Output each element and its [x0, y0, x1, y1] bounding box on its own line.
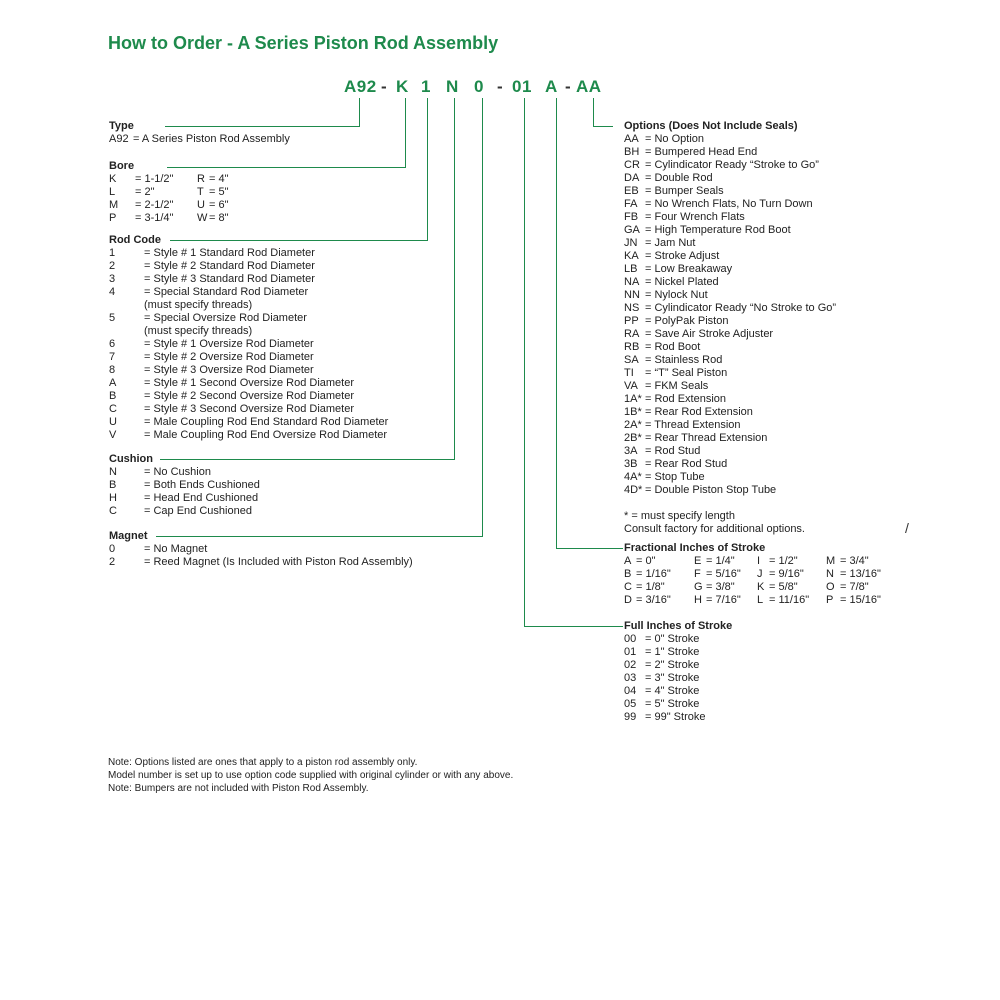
rod-desc: = Style # 1 Second Oversize Rod Diameter	[144, 377, 355, 389]
rod-code-row	[109, 247, 388, 260]
rod-code-row	[109, 338, 388, 351]
rod-code: 4	[109, 286, 116, 298]
option-code: FA	[624, 198, 638, 210]
bore-row	[109, 199, 229, 212]
stray-mark: /	[905, 520, 909, 536]
bore-row	[109, 173, 229, 186]
options-section	[624, 120, 836, 536]
option-code: VA	[624, 380, 638, 392]
frac-value: = 0"	[636, 555, 656, 567]
frac-value: = 11/16"	[769, 594, 810, 606]
bore-row	[109, 186, 229, 199]
bore-code: R	[197, 173, 205, 185]
full-code: 05	[624, 698, 637, 710]
frac-value: = 3/4"	[840, 555, 869, 567]
frac-code: L	[757, 594, 764, 606]
option-row	[624, 484, 836, 497]
option-row	[624, 276, 836, 289]
option-desc: = PolyPak Piston	[645, 315, 729, 327]
rod-code	[109, 299, 144, 312]
option-row	[624, 211, 836, 224]
option-desc: = Bumpered Head End	[645, 146, 758, 158]
rod-code-row	[109, 377, 388, 390]
cushion-desc: = Cap End Cushioned	[144, 505, 252, 517]
frac-value: = 1/4"	[706, 555, 735, 567]
option-code: GA	[624, 224, 640, 236]
rod-code: 6	[109, 338, 116, 350]
rod-code: U	[109, 416, 117, 428]
option-code: CR	[624, 159, 640, 171]
option-desc: = Stainless Rod	[645, 354, 723, 366]
fractional-row	[624, 581, 881, 594]
bore-heading: Bore	[109, 160, 135, 172]
frac-value: = 13/16"	[840, 568, 881, 580]
option-code: TI	[624, 367, 634, 379]
fractional-heading: Fractional Inches of Stroke	[624, 542, 766, 554]
rod-code-row	[109, 351, 388, 364]
option-row	[624, 198, 836, 211]
option-row	[624, 289, 836, 302]
rod-code-row	[109, 299, 388, 312]
option-desc: = “T” Seal Piston	[645, 367, 728, 379]
code-separator: -	[497, 77, 503, 96]
option-code: FB	[624, 211, 639, 223]
cushion-row	[109, 505, 260, 518]
option-code: RB	[624, 341, 640, 353]
option-row	[624, 341, 836, 354]
rod-code-row	[109, 364, 388, 377]
option-desc: = Stroke Adjust	[645, 250, 720, 262]
option-code: LB	[624, 263, 638, 275]
option-code: 1B*	[624, 406, 642, 418]
bore-value: = 6"	[209, 199, 229, 211]
option-desc: = Double Rod	[645, 172, 713, 184]
option-code: SA	[624, 354, 639, 366]
full-code: 03	[624, 672, 637, 684]
rod-code: 2	[109, 260, 116, 272]
rod-desc: (must specify threads)	[144, 325, 253, 337]
full-desc: = 3" Stroke	[645, 672, 700, 684]
option-desc: = Four Wrench Flats	[645, 211, 745, 223]
option-row	[624, 367, 836, 380]
option-code: NN	[624, 289, 640, 301]
frac-code: K	[757, 581, 765, 593]
magnet-desc: = Reed Magnet (Is Included with Piston Rod Assembly)	[144, 556, 413, 568]
frac-code: H	[694, 594, 702, 606]
bore-code: W	[197, 212, 208, 224]
frac-code: G	[694, 581, 703, 593]
rod-desc: = Style # 2 Standard Rod Diameter	[144, 260, 315, 272]
option-desc: = Jam Nut	[645, 237, 696, 249]
option-row	[624, 471, 836, 484]
type-desc: = A Series Piston Rod Assembly	[133, 133, 290, 145]
option-code: EB	[624, 185, 639, 197]
rod-code: B	[109, 390, 117, 402]
notes	[108, 756, 513, 795]
option-code: 2A*	[624, 419, 642, 431]
rod-code: A	[109, 377, 117, 389]
option-code: 3B	[624, 458, 638, 470]
option-code: BH	[624, 146, 640, 158]
frac-value: = 7/8"	[840, 581, 869, 593]
option-code: DA	[624, 172, 640, 184]
rod-code: 3	[109, 273, 116, 285]
type-section	[109, 120, 290, 146]
cushion-code: N	[109, 466, 117, 478]
full-code: 04	[624, 685, 637, 697]
magnet-section	[109, 530, 413, 569]
bore-value: = 8"	[209, 212, 229, 224]
code-magnet: 0	[474, 77, 484, 96]
rod-desc: (must specify threads)	[144, 299, 253, 311]
options-heading: Options (Does Not Include Seals)	[624, 120, 798, 132]
rod-code-section	[109, 234, 388, 442]
full-desc: = 4" Stroke	[645, 685, 700, 697]
cushion-row	[109, 466, 260, 479]
option-code: PP	[624, 315, 639, 327]
cushion-desc: = Head End Cushioned	[144, 492, 259, 504]
option-code: KA	[624, 250, 639, 262]
option-desc: = Thread Extension	[645, 419, 741, 431]
full-code: 99	[624, 711, 637, 723]
fractional-row	[624, 594, 881, 607]
bore-value: = 3-1/4"	[135, 212, 174, 224]
option-desc: = High Temperature Rod Boot	[645, 224, 791, 236]
bore-code: T	[197, 186, 204, 198]
magnet-code: 0	[109, 543, 116, 555]
rod-desc: = Style # 1 Standard Rod Diameter	[144, 247, 315, 259]
note-line: Note: Options listed are ones that apply to a piston rod assembly only.	[108, 757, 418, 768]
full-code: 00	[624, 633, 637, 645]
rod-desc: = Style # 3 Oversize Rod Diameter	[144, 364, 314, 376]
bore-section	[109, 160, 229, 225]
option-desc: = Double Piston Stop Tube	[645, 484, 777, 496]
option-code: RA	[624, 328, 640, 340]
magnet-desc: = No Magnet	[144, 543, 208, 555]
magnet-row	[109, 556, 413, 569]
bore-value: = 5"	[209, 186, 229, 198]
full-inches-row	[624, 711, 732, 724]
option-desc: = Cylindicator Ready “Stroke to Go”	[645, 159, 819, 171]
note-line: Note: Bumpers are not included with Piston Rod Assembly.	[108, 783, 369, 794]
cushion-section	[109, 453, 260, 518]
rod-code-row	[109, 416, 388, 429]
option-desc: = Rear Thread Extension	[645, 432, 768, 444]
frac-value: = 1/8"	[636, 581, 665, 593]
bore-code: L	[109, 186, 116, 198]
code-separator: -	[565, 77, 571, 96]
code-cushion: N	[446, 77, 459, 96]
rod-code: 5	[109, 312, 116, 324]
option-desc: = Rear Rod Extension	[645, 406, 753, 418]
frac-code: B	[624, 568, 632, 580]
rod-code-row	[109, 429, 388, 442]
code-type: A92	[344, 77, 377, 96]
rod-code: V	[109, 429, 117, 441]
option-code: 2B*	[624, 432, 642, 444]
option-desc: = FKM Seals	[645, 380, 709, 392]
page-title: How to Order - A Series Piston Rod Assembly	[108, 33, 499, 53]
frac-code: F	[694, 568, 701, 580]
frac-code: E	[694, 555, 702, 567]
option-code: 3A	[624, 445, 638, 457]
frac-code: D	[624, 594, 632, 606]
option-desc: = No Option	[645, 133, 705, 145]
rod-code: 8	[109, 364, 116, 376]
rod-code	[109, 325, 144, 338]
frac-value: = 3/16"	[636, 594, 671, 606]
option-code: AA	[624, 133, 639, 145]
rod-code-row	[109, 403, 388, 416]
frac-code: N	[826, 568, 834, 580]
frac-value: = 1/2"	[769, 555, 798, 567]
rod-code-row	[109, 312, 388, 325]
option-desc: = Rod Stud	[645, 445, 701, 457]
rod-code-row	[109, 390, 388, 403]
magnet-code: 2	[109, 556, 116, 568]
fractional-row	[624, 555, 881, 568]
bore-row	[109, 212, 229, 225]
rod-code-row	[109, 260, 388, 273]
code-fraction: A	[545, 77, 558, 96]
bore-value: = 2-1/2"	[135, 199, 174, 211]
cushion-heading: Cushion	[109, 453, 153, 465]
frac-value: = 5/16"	[706, 568, 741, 580]
rod-desc: = Style # 2 Oversize Rod Diameter	[144, 351, 314, 363]
rod-desc: = Special Standard Rod Diameter	[144, 286, 309, 298]
rod-desc: = Male Coupling Rod End Standard Rod Diameter	[144, 416, 389, 428]
rod-desc: = Male Coupling Rod End Oversize Rod Diameter	[144, 429, 388, 441]
full-desc: = 99" Stroke	[645, 711, 706, 723]
frac-code: O	[826, 581, 835, 593]
option-row	[624, 380, 836, 393]
option-row	[624, 263, 836, 276]
full-inches-row	[624, 685, 732, 698]
option-desc: = Stop Tube	[645, 471, 705, 483]
option-row	[624, 237, 836, 250]
option-desc: = Rear Rod Stud	[645, 458, 728, 470]
option-row	[624, 146, 836, 159]
rod-desc: = Style # 1 Oversize Rod Diameter	[144, 338, 314, 350]
frac-value: = 9/16"	[769, 568, 804, 580]
option-code: 1A*	[624, 393, 642, 405]
magnet-row	[109, 543, 413, 556]
frac-value: = 5/8"	[769, 581, 798, 593]
fractional-row	[624, 568, 881, 581]
rod-desc: = Style # 2 Second Oversize Rod Diameter	[144, 390, 355, 402]
rod-desc: = Style # 3 Standard Rod Diameter	[144, 273, 315, 285]
note-line: Model number is set up to use option code supplied with original cylinder or with any above.	[108, 770, 514, 781]
code-separator: -	[381, 77, 387, 96]
frac-value: = 7/16"	[706, 594, 741, 606]
option-desc: = No Wrench Flats, No Turn Down	[645, 198, 813, 210]
cushion-desc: = No Cushion	[144, 466, 211, 478]
option-row	[624, 393, 836, 406]
rod-code-row	[109, 286, 388, 299]
full-code: 02	[624, 659, 637, 671]
option-row	[624, 172, 836, 185]
option-desc: = Nylock Nut	[645, 289, 708, 301]
frac-code: M	[826, 555, 836, 567]
options-footnote: Consult factory for additional options.	[624, 523, 805, 535]
type-code: A92	[109, 133, 129, 145]
bore-code: M	[109, 199, 119, 211]
option-row	[624, 224, 836, 237]
cushion-code: H	[109, 492, 117, 504]
option-desc: = Cylindicator Ready “No Stroke to Go”	[645, 302, 837, 314]
cushion-row	[109, 492, 260, 505]
option-row	[624, 328, 836, 341]
option-desc: = Rod Boot	[645, 341, 701, 353]
frac-value: = 3/8"	[706, 581, 735, 593]
bore-value: = 4"	[209, 173, 229, 185]
option-row	[624, 159, 836, 172]
option-code: JN	[624, 237, 638, 249]
bore-value: = 2"	[135, 186, 155, 198]
option-desc: = Nickel Plated	[645, 276, 719, 288]
type-heading: Type	[109, 120, 134, 132]
full-inches-heading: Full Inches of Stroke	[624, 620, 733, 632]
rod-desc: = Special Oversize Rod Diameter	[144, 312, 307, 324]
option-code: NA	[624, 276, 640, 288]
frac-value: = 15/16"	[840, 594, 881, 606]
options-footnote: * = must specify length	[624, 510, 735, 522]
cushion-code: B	[109, 479, 117, 491]
full-inches-row	[624, 698, 732, 711]
option-desc: = Save Air Stroke Adjuster	[645, 328, 774, 340]
full-inches-section	[624, 620, 732, 724]
full-desc: = 0" Stroke	[645, 633, 700, 645]
option-row	[624, 133, 836, 146]
full-inches-row	[624, 659, 732, 672]
option-row	[624, 250, 836, 263]
option-desc: = Bumper Seals	[645, 185, 724, 197]
rod-code-heading: Rod Code	[109, 234, 161, 246]
option-row	[624, 185, 836, 198]
option-row	[624, 406, 836, 419]
option-desc: = Low Breakaway	[645, 263, 733, 275]
option-row	[624, 458, 836, 471]
frac-code: C	[624, 581, 632, 593]
bore-code: K	[109, 173, 117, 185]
rod-code: 7	[109, 351, 116, 363]
option-row	[624, 302, 836, 315]
rod-code-row	[109, 273, 388, 286]
option-code: 4D*	[624, 484, 643, 496]
frac-code: I	[757, 555, 761, 567]
full-desc: = 5" Stroke	[645, 698, 700, 710]
fractional-section	[624, 542, 881, 607]
option-code: NS	[624, 302, 640, 314]
code-bore: K	[396, 77, 409, 96]
bore-code: U	[197, 199, 205, 211]
rod-desc: = Style # 3 Second Oversize Rod Diameter	[144, 403, 355, 415]
rod-code: 1	[109, 247, 116, 259]
cushion-code: C	[109, 505, 117, 517]
frac-code: A	[624, 555, 632, 567]
option-row	[624, 315, 836, 328]
cushion-desc: = Both Ends Cushioned	[144, 479, 260, 491]
full-desc: = 1" Stroke	[645, 646, 700, 658]
cushion-row	[109, 479, 260, 492]
full-inches-row	[624, 633, 732, 646]
code-options: AA	[576, 77, 602, 96]
code-full-inches: 01	[512, 77, 532, 96]
frac-code: P	[826, 594, 834, 606]
option-row	[624, 432, 836, 445]
rod-code-row	[109, 325, 388, 338]
option-code: 4A*	[624, 471, 642, 483]
bore-value: = 1-1/2"	[135, 173, 174, 185]
full-inches-row	[624, 646, 732, 659]
type-row	[109, 133, 290, 146]
bore-code: P	[109, 212, 117, 224]
magnet-heading: Magnet	[109, 530, 148, 542]
option-row	[624, 445, 836, 458]
frac-value: = 1/16"	[636, 568, 671, 580]
code-rod: 1	[421, 77, 431, 96]
full-inches-row	[624, 672, 732, 685]
full-code: 01	[624, 646, 637, 658]
option-desc: = Rod Extension	[645, 393, 727, 405]
option-row	[624, 419, 836, 432]
option-row	[624, 354, 836, 367]
frac-code: J	[757, 568, 763, 580]
full-desc: = 2" Stroke	[645, 659, 700, 671]
rod-code: C	[109, 403, 117, 415]
